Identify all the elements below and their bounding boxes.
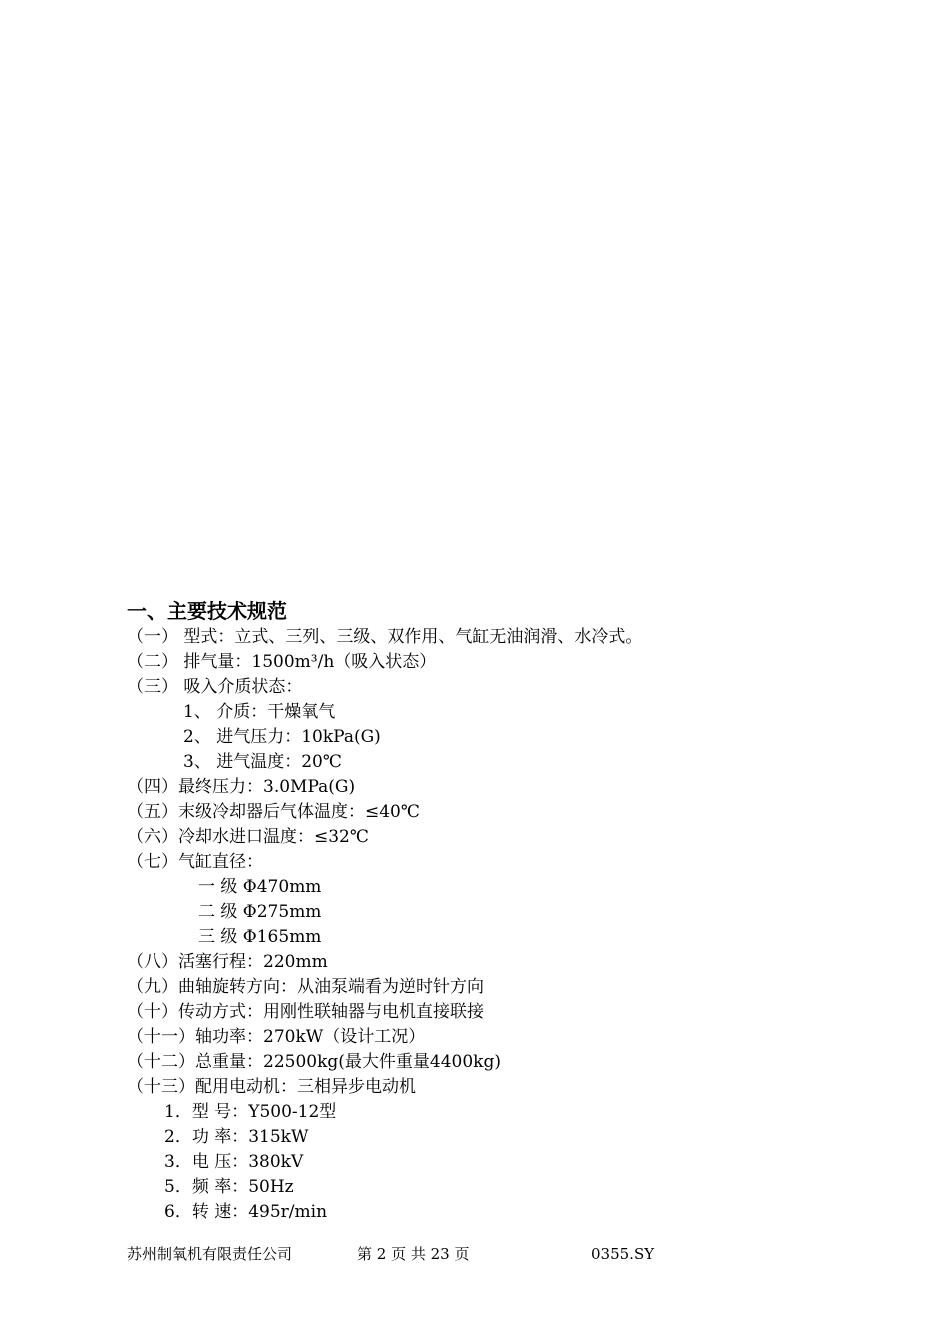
spec-motor-power: 2．功 率：315kW — [164, 1127, 309, 1147]
spec-piston-stroke: （八）活塞行程：220mm — [127, 952, 328, 972]
spec-inlet-temperature: 3、 进气温度：20℃ — [183, 752, 342, 772]
spec-shaft-power: （十一）轴功率：270kW（设计工况） — [127, 1027, 426, 1047]
spec-motor-model: 1．型 号：Y500-12型 — [164, 1102, 337, 1122]
spec-medium: 1、 介质：干燥氧气 — [183, 702, 336, 722]
page-footer — [0, 1242, 950, 1266]
spec-cooling-water-temperature: （六）冷却水进口温度：≤32℃ — [127, 827, 369, 847]
spec-final-pressure: （四）最终压力：3.0MPa(G) — [127, 777, 356, 797]
spec-type: （一） 型式：立式、三列、三级、双作用、气缸无油润滑、水冷式。 — [127, 627, 643, 647]
spec-total-weight: （十二）总重量：22500kg(最大件重量4400kg) — [127, 1052, 501, 1072]
spec-cylinder-stage-1: 一 级 Φ470mm — [198, 877, 322, 897]
spec-cylinder-diameter: （七）气缸直径： — [127, 852, 263, 872]
spec-drive-mode: （十）传动方式：用刚性联轴器与电机直接联接 — [127, 1002, 484, 1022]
spec-crankshaft-rotation: （九）曲轴旋转方向：从油泵端看为逆时针方向 — [127, 977, 484, 997]
spec-motor: （十三）配用电动机：三相异步电动机 — [127, 1077, 416, 1097]
footer-document-code: 0355.SY — [591, 1245, 655, 1263]
spec-cylinder-stage-3: 三 级 Φ165mm — [198, 927, 322, 947]
footer-company: 苏州制氧机有限责任公司 — [127, 1245, 293, 1263]
spec-cylinder-stage-2: 二 级 Φ275mm — [198, 902, 322, 922]
section-title: 一、主要技术规范 — [127, 599, 287, 623]
spec-motor-voltage: 3．电 压：380kV — [164, 1152, 304, 1172]
footer-page-number: 第 2 页 共 23 页 — [357, 1245, 470, 1263]
spec-motor-frequency: 5．频 率：50Hz — [164, 1177, 294, 1197]
document-body — [127, 597, 867, 1225]
spec-aftercooler-temperature: （五）末级冷却器后气体温度：≤40℃ — [127, 802, 420, 822]
spec-motor-speed: 6．转 速：495r/min — [164, 1202, 328, 1222]
spec-inlet-pressure: 2、 进气压力：10kPa(G) — [183, 727, 381, 747]
spec-displacement: （二） 排气量：1500m³/h（吸入状态） — [127, 652, 437, 672]
spec-suction-state: （三） 吸入介质状态： — [127, 677, 303, 697]
